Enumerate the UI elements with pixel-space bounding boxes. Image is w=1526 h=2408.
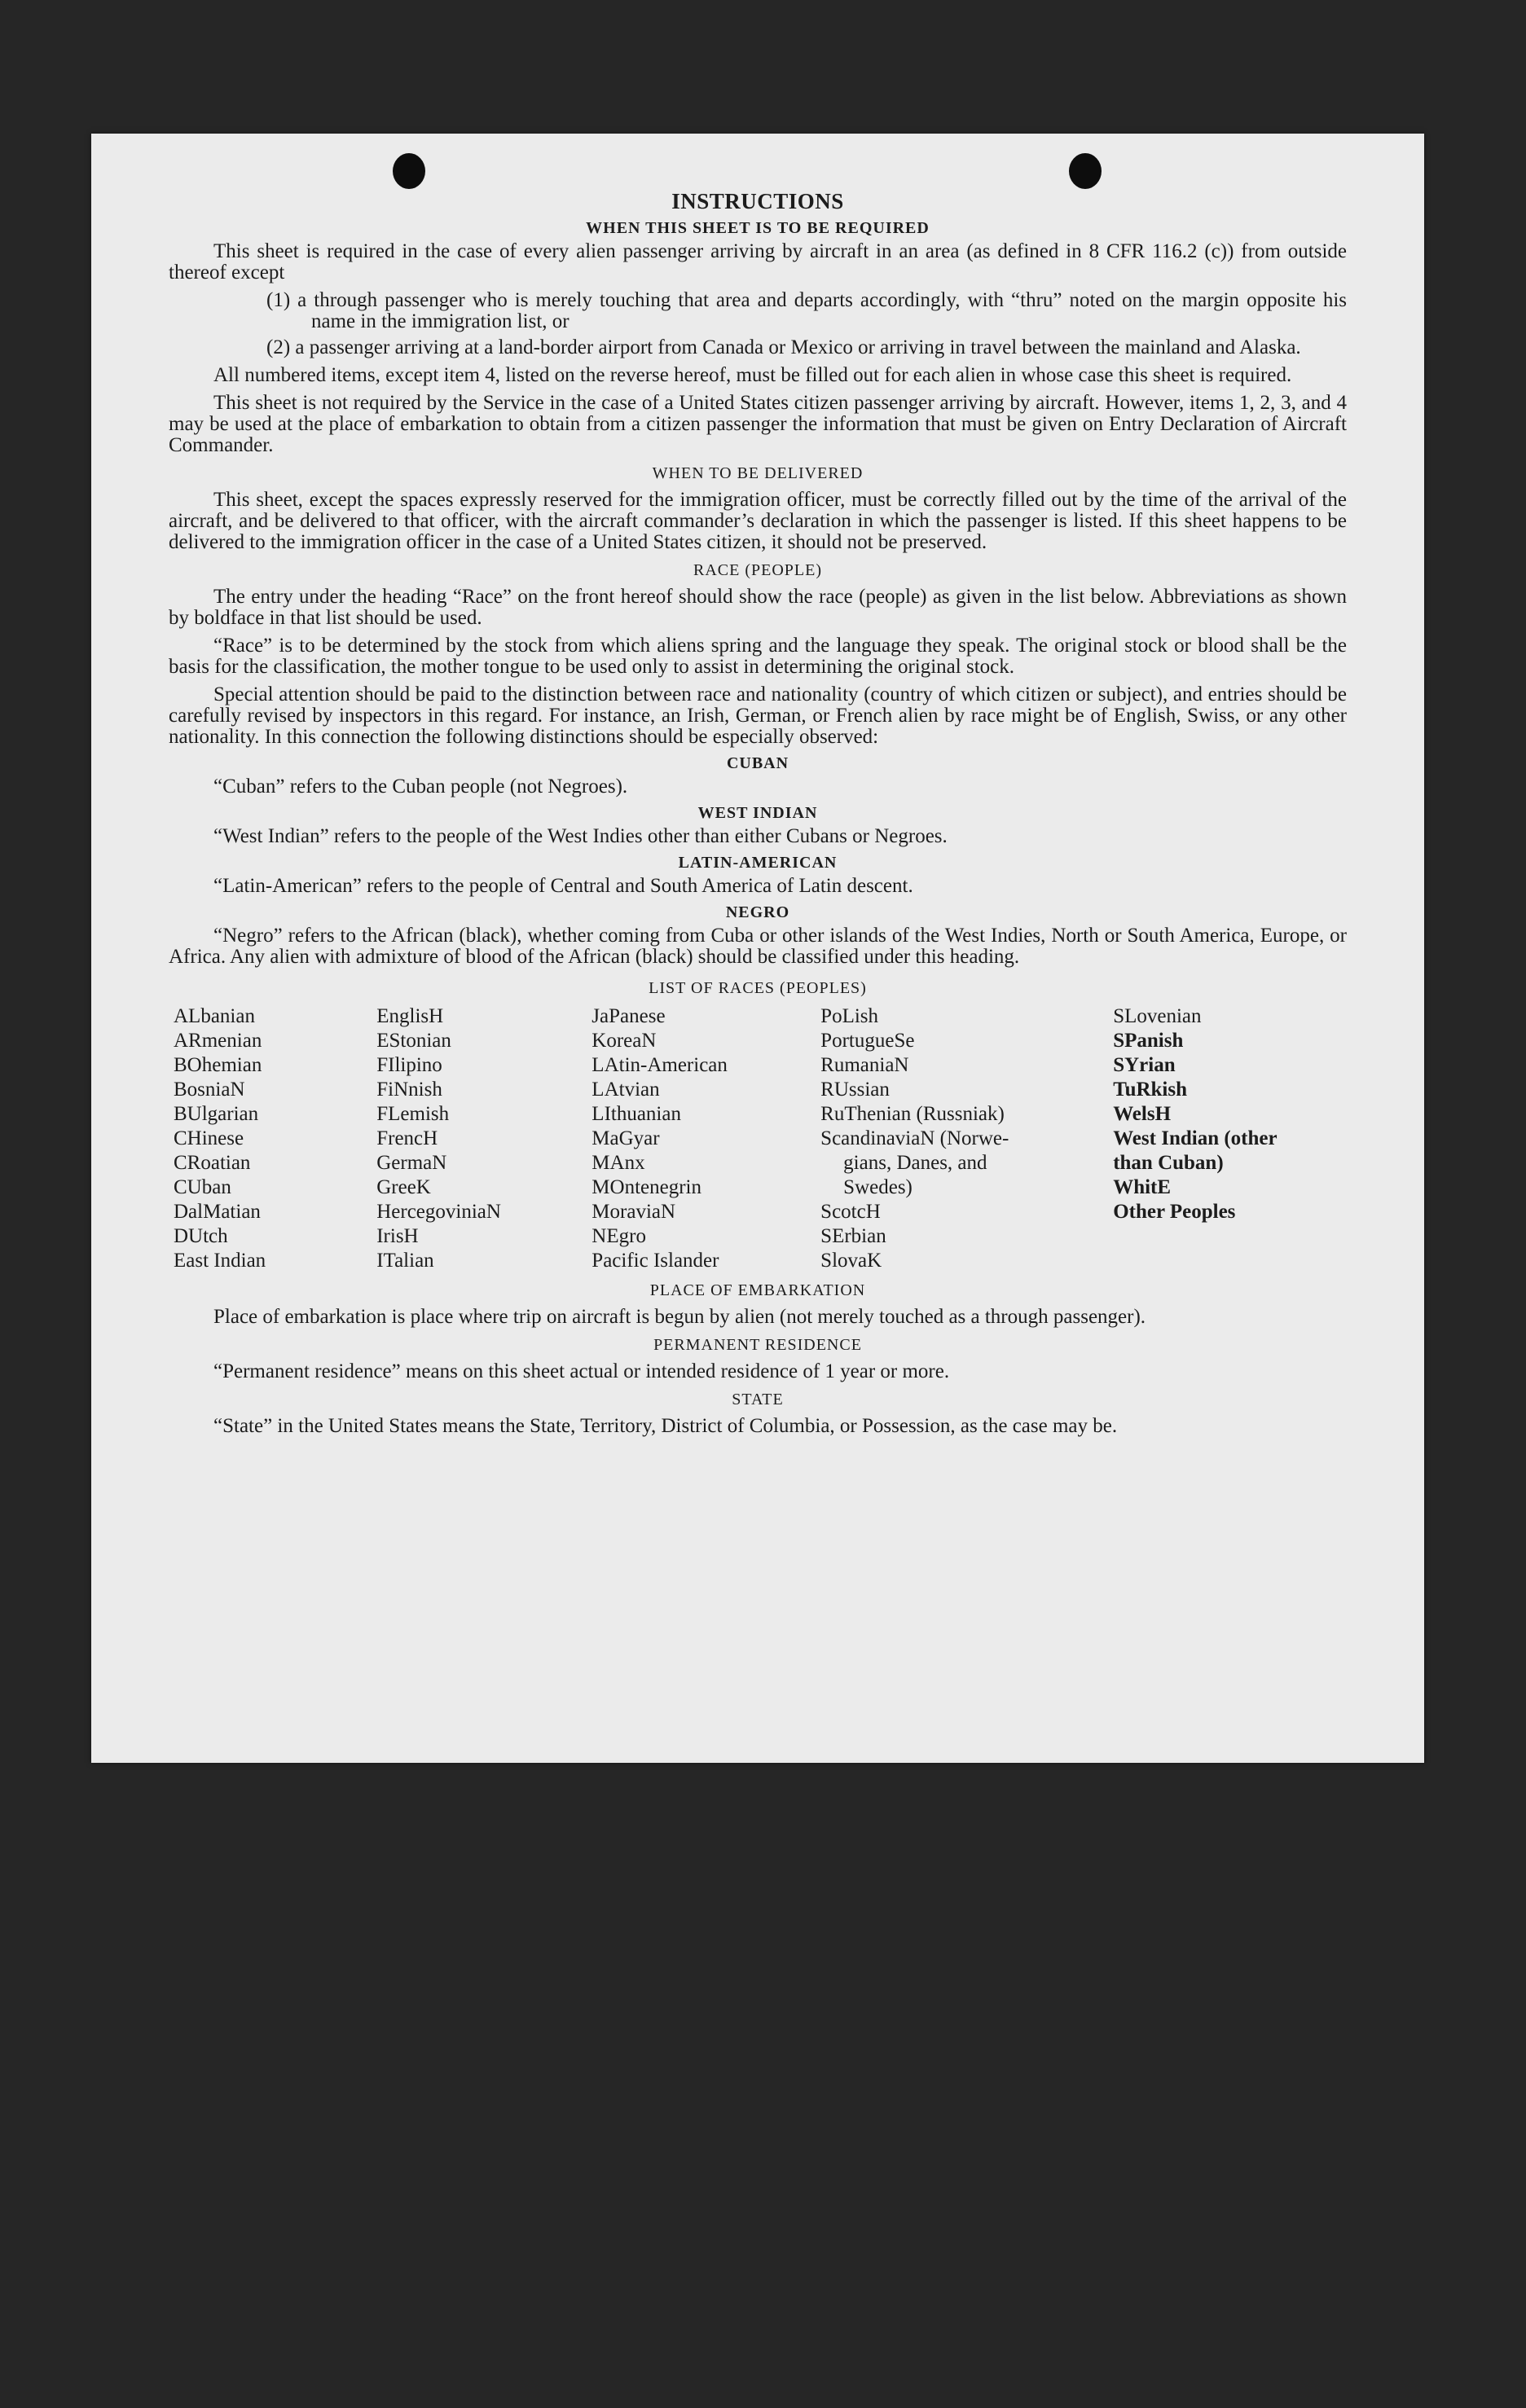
race-entry: KoreaN xyxy=(591,1030,657,1052)
race-entry: LAtvian xyxy=(591,1079,660,1101)
paragraph: “West Indian” refers to the people of the West Indies other than either Cubans or Negroes. xyxy=(213,825,948,847)
race-entry: CHinese xyxy=(174,1127,244,1149)
race-entry: MAnx xyxy=(591,1152,645,1174)
race-entry: MOntenegrin xyxy=(591,1176,701,1198)
section-heading: WHEN TO BE DELIVERED xyxy=(652,464,864,482)
race-entry: LAtin-American xyxy=(591,1054,728,1076)
paragraph: “Negro” refers to the African (black), whether coming from Cuba or other islands of the West Indies, North or South America, Europe, or Africa. Any alien with admixture of blood of the African (black) should be classified under this heading. xyxy=(169,925,1347,968)
race-entry: PoLish xyxy=(820,1005,879,1027)
race-entry: MoraviaN xyxy=(591,1201,676,1223)
race-entry: HercegoviniaN xyxy=(376,1201,501,1223)
race-column xyxy=(591,1004,820,1273)
list-item: (2) a passenger arriving at a land-border airport from Canada or Mexico or arriving in travel between the mainland and Alaska. xyxy=(266,336,1301,358)
exceptions-list xyxy=(169,290,1347,358)
race-entry: FrencH xyxy=(376,1127,438,1149)
subsection-heading: NEGRO xyxy=(725,903,790,921)
document-page xyxy=(91,134,1424,1763)
section-heading: PLACE OF EMBARKATION xyxy=(649,1281,866,1299)
paragraph: “Cuban” refers to the Cuban people (not Negroes). xyxy=(213,776,628,798)
section-heading: RACE (PEOPLE) xyxy=(693,561,822,579)
race-entry: gians, Danes, and xyxy=(843,1152,987,1174)
paragraph: This sheet is required in the case of every alien passenger arriving by aircraft in an area (as defined in 8 CFR 116.2 (c)) from outside thereof except xyxy=(169,240,1347,283)
race-entry: than Cuban) xyxy=(1113,1152,1224,1174)
race-entry: RUssian xyxy=(820,1079,890,1101)
race-column xyxy=(376,1004,591,1273)
race-column xyxy=(174,1004,376,1273)
race-entry: TuRkish xyxy=(1113,1079,1188,1101)
race-entry: BUlgarian xyxy=(174,1103,259,1125)
race-entry: SPanish xyxy=(1113,1030,1184,1052)
race-entry: FIlipino xyxy=(376,1054,442,1076)
race-entry: DalMatian xyxy=(174,1201,261,1223)
punch-hole xyxy=(1069,153,1102,189)
race-entry: GreeK xyxy=(376,1176,431,1198)
section-heading: STATE xyxy=(732,1391,784,1408)
race-entry: West Indian (other xyxy=(1113,1127,1278,1149)
race-entry: East Indian xyxy=(174,1250,266,1272)
race-entry: MaGyar xyxy=(591,1127,660,1149)
race-entry: BOhemian xyxy=(174,1054,262,1076)
paragraph: All numbered items, except item 4, listed on the reverse hereof, must be filled out for each alien in whose case this sheet is required. xyxy=(213,364,1292,386)
race-entry: SLovenian xyxy=(1113,1005,1202,1027)
subsection-heading: CUBAN xyxy=(726,754,789,772)
race-entry: CUban xyxy=(174,1176,231,1198)
race-entry: SYrian xyxy=(1113,1054,1176,1076)
race-entry: GermaN xyxy=(376,1152,447,1174)
race-entry: ScandinaviaN (Norwe- xyxy=(820,1127,1009,1149)
race-entry: SErbian xyxy=(820,1225,886,1247)
paragraph: This sheet, except the spaces expressly reserved for the immigration officer, must be correctly filled out by the time of the arrival of the aircraft, and be delivered to that officer, with the aircraft commander’s declaration in which the passenger is listed. If this sheet happens to be delivered to the immigration officer in the case of a United States citizen, it should not be preserved. xyxy=(169,489,1347,553)
paragraph: This sheet is not required by the Service in the case of a United States citizen passenger arriving by aircraft. However, items 1, 2, 3, and 4 may be used at the place of embarkation to obtain from a citizen passenger the information that must be given on Entry Declaration of Aircraft Commander. xyxy=(169,392,1347,456)
race-entry: Swedes) xyxy=(843,1176,913,1198)
race-entry: NEgro xyxy=(591,1225,646,1247)
race-entry: ALbanian xyxy=(174,1005,255,1027)
race-entry: WhitE xyxy=(1113,1176,1172,1198)
race-entry: BosniaN xyxy=(174,1079,245,1101)
race-entry: SlovaK xyxy=(820,1250,882,1272)
race-entry: CRoatian xyxy=(174,1152,251,1174)
race-entry: FLemish xyxy=(376,1103,450,1125)
paragraph: Special attention should be paid to the distinction between race and nationality (country of which citizen or subject), and entries should be carefully revised by inspectors in this regard. For instance, an Irish, German, or French alien by race might be of English, Swiss, or any other nationality. In this connection the following distinctions should be especially observed: xyxy=(169,683,1347,748)
paragraph: “Permanent residence” means on this sheet actual or intended residence of 1 year or more. xyxy=(213,1360,950,1382)
race-entry: PortugueSe xyxy=(820,1030,915,1052)
race-entry: DUtch xyxy=(174,1225,228,1247)
section-heading: PERMANENT RESIDENCE xyxy=(653,1336,862,1354)
punch-hole xyxy=(393,153,425,189)
race-entry: Pacific Islander xyxy=(591,1250,719,1272)
paragraph: “Race” is to be determined by the stock from which aliens spring and the language they speak. The original stock or blood shall be the basis for the classification, the mother tongue to be used only to assist in determining the original stock. xyxy=(169,635,1347,678)
race-entry: LIthuanian xyxy=(591,1103,681,1125)
page-title: INSTRUCTIONS xyxy=(671,189,844,213)
race-entry: IrisH xyxy=(376,1225,419,1247)
paragraph: “Latin-American” refers to the people of Central and South America of Latin descent. xyxy=(213,875,913,897)
race-column xyxy=(1113,1004,1347,1273)
section-heading: WHEN THIS SHEET IS TO BE REQUIRED xyxy=(586,219,930,237)
race-column xyxy=(820,1004,1113,1273)
race-entry: ScotcH xyxy=(820,1201,881,1223)
subsection-heading: WEST INDIAN xyxy=(697,804,818,822)
race-entry: ARmenian xyxy=(174,1030,262,1052)
race-entry: FiNnish xyxy=(376,1079,442,1101)
race-list xyxy=(174,1004,1347,1273)
section-heading: LIST OF RACES (PEOPLES) xyxy=(649,979,867,997)
paragraph: “State” in the United States means the State, Territory, District of Columbia, or Possession, as the case may be. xyxy=(213,1415,1118,1437)
race-entry: WelsH xyxy=(1113,1103,1172,1125)
race-entry: EnglisH xyxy=(376,1005,444,1027)
subsection-heading: LATIN-AMERICAN xyxy=(678,854,838,872)
race-entry: EStonian xyxy=(376,1030,451,1052)
paragraph: The entry under the heading “Race” on the front hereof should show the race (people) as given in the list below. Abbreviations as shown by boldface in that list should be used. xyxy=(169,586,1347,629)
race-entry: RumaniaN xyxy=(820,1054,909,1076)
race-entry: ITalian xyxy=(376,1250,434,1272)
list-item: (1) a through passenger who is merely touching that area and departs accordingly, with “thru” noted on the margin opposite his name in the immigration list, or xyxy=(266,289,1347,332)
race-entry: Other Peoples xyxy=(1113,1201,1236,1223)
race-entry: RuThenian (Russniak) xyxy=(820,1103,1005,1125)
race-entry: JaPanese xyxy=(591,1005,666,1027)
paragraph: Place of embarkation is place where trip on aircraft is begun by alien (not merely touched as a through passenger). xyxy=(213,1306,1146,1328)
